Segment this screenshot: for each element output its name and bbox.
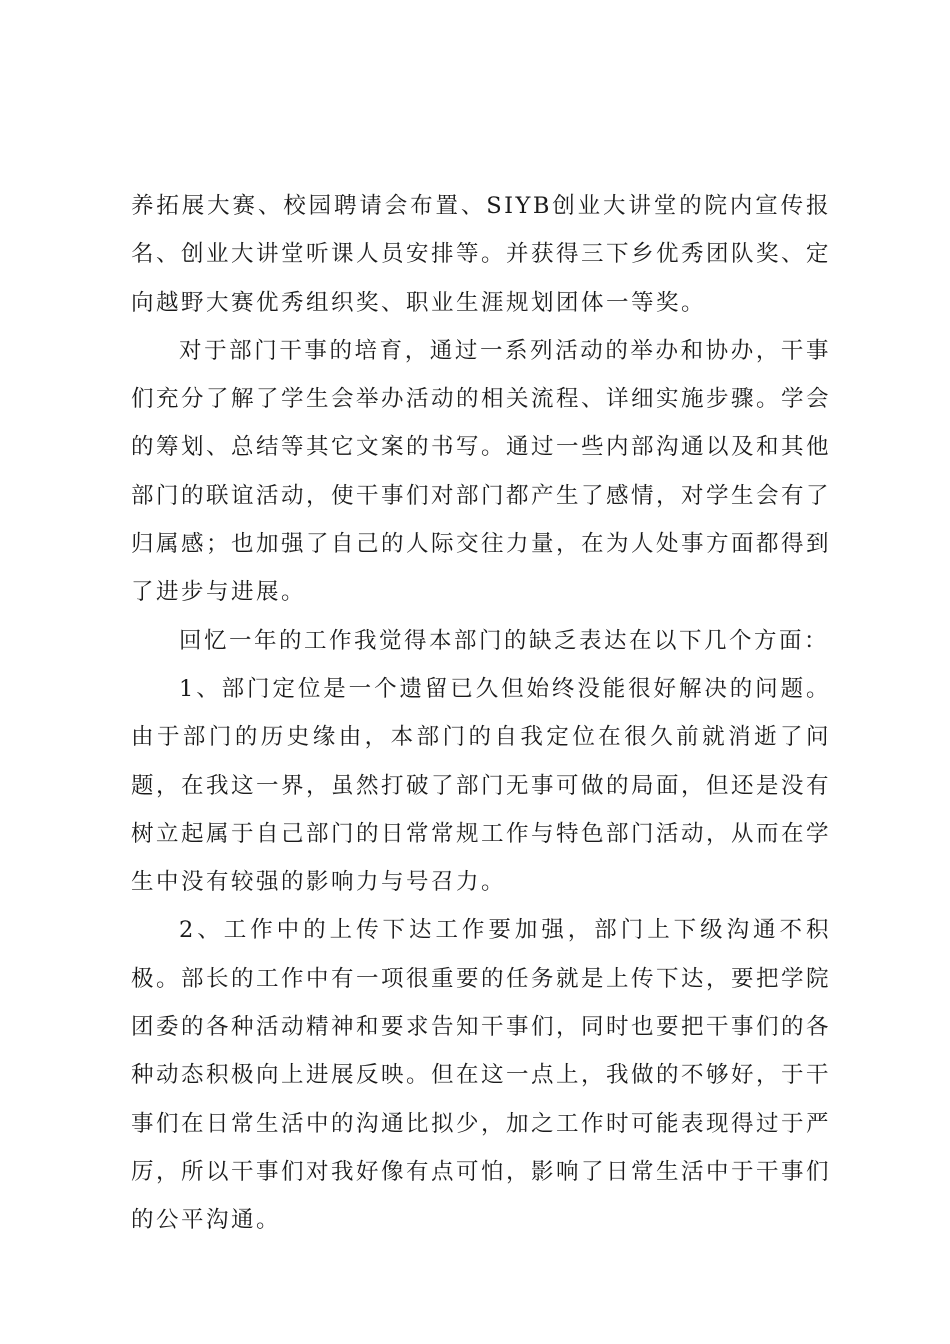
paragraph-3: 回忆一年的工作我觉得本部门的缺乏表达在以下几个方面： [179, 627, 830, 654]
document-body [131, 182, 831, 1245]
paragraph-2: 对于部门干事的培育，通过一系列活动的举办和协办，干事们充分了解了学生会举办活动的相关流程、详细实施步骤。学会的筹划、总结等其它文案的书写。通过一些内部沟通以及和其他部门的联谊活动，使干事们对部门都产生了感情，对学生会有了归属感；也加强了自己的人际交往力量，在为人处事方面都得到了进步与进展。 [131, 337, 832, 606]
paragraph-5: 2、工作中的上传下达工作要加强，部门上下级沟通不积极。部长的工作中有一项很重要的任务就是上传下达，要把学院团委的各种活动精神和要求告知干事们，同时也要把干事们的各种动态积极向上进展反映。但在这一点上，我做的不够好，于干事们在日常生活中的沟通比拟少，加之工作时可能表现得过于严厉，所以干事们对我好像有点可怕，影响了日常生活中于干事们的公平沟通。 [131, 917, 832, 1234]
paragraph-4: 1、部门定位是一个遗留已久但始终没能很好解决的问题。由于部门的历史缘由，本部门的自我定位在很久前就消逝了问题，在我这一界，虽然打破了部门无事可做的局面，但还是没有树立起属于自己部门的日常常规工作与特色部门活动，从而在学生中没有较强的影响力与号召力。 [131, 675, 832, 896]
paragraph-1: 养拓展大赛、校园聘请会布置、SIYB创业大讲堂的院内宣传报名、创业大讲堂听课人员安排等。并获得三下乡优秀团队奖、定向越野大赛优秀组织奖、职业生涯规划团体一等奖。 [131, 193, 832, 316]
